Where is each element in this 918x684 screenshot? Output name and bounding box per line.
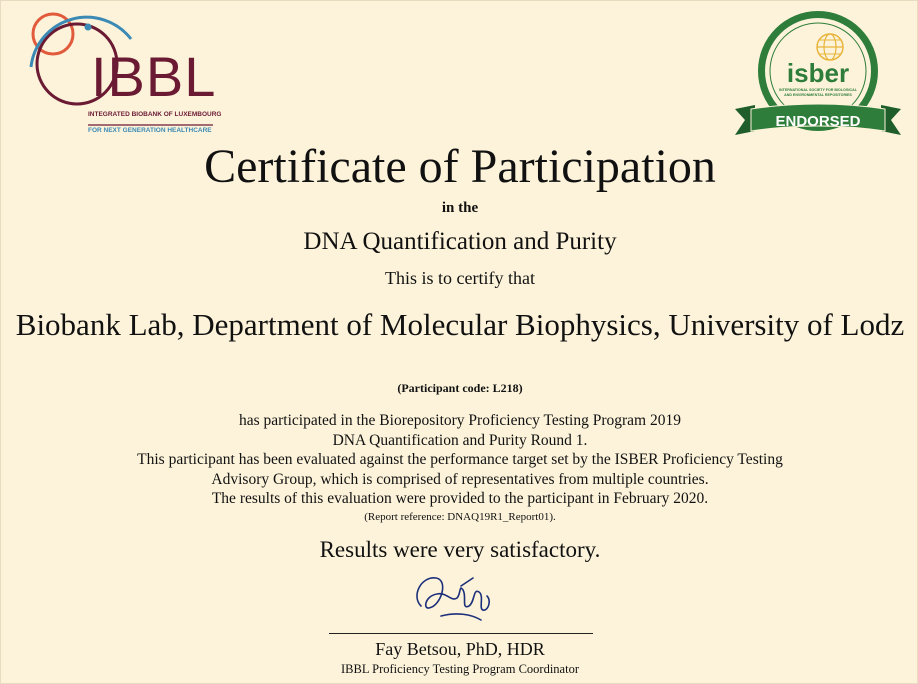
participant-name: Biobank Lab, Department of Molecular Biophysics, University of Lodz [15,307,905,342]
body-line: has participated in the Biorepository Proficiency Testing Program 2019 [238,412,681,429]
body-line: The results of this evaluation were provided to the participant in February 2020. [211,490,709,507]
ibbl-logo [13,9,222,137]
signer-role: IBBL Proficiency Testing Program Coordinator [341,662,579,676]
body-line: DNA Quantification and Purity Round 1. [332,431,588,449]
isber-subtitle-2: AND ENVIRONMENTAL REPOSITORIES [784,93,852,97]
isber-endorsed-badge [733,9,903,139]
isber-wordmark: isber [786,58,850,88]
isber-subtitle-1: INTERNATIONAL SOCIETY FOR BIOLOGICAL [779,88,857,92]
in-the-label: in the [441,200,479,216]
ibbl-wordmark: IBBL [91,45,217,108]
handwritten-signature [401,566,501,626]
ibbl-tagline: INTEGRATED BIOBANK OF LUXEMBOURG [88,111,222,118]
ibbl-subtitle: FOR NEXT GENERATION HEALTHCARE [88,127,212,134]
signer-name: Fay Betsou, PhD, HDR [375,639,545,659]
participant-code: (Participant code: L218) [397,381,523,395]
certificate-body [1,411,918,526]
body-line: This participant has been evaluated against the performance target set by the ISBER Proficiency Testing [137,451,783,468]
body-line: Advisory Group, which is comprised of representatives from multiple countries. [211,470,709,488]
endorsed-ribbon-label: ENDORSED [775,113,861,130]
report-reference: (Report reference: DNAQ19R1_Report01). [364,510,556,523]
result-statement: Results were very satisfactory. [319,537,601,562]
program-name: DNA Quantification and Purity [303,228,617,255]
certify-statement: This is to certify that [385,268,535,288]
certificate-title: Certificate of Participation [204,140,716,193]
signature-line [329,633,593,634]
